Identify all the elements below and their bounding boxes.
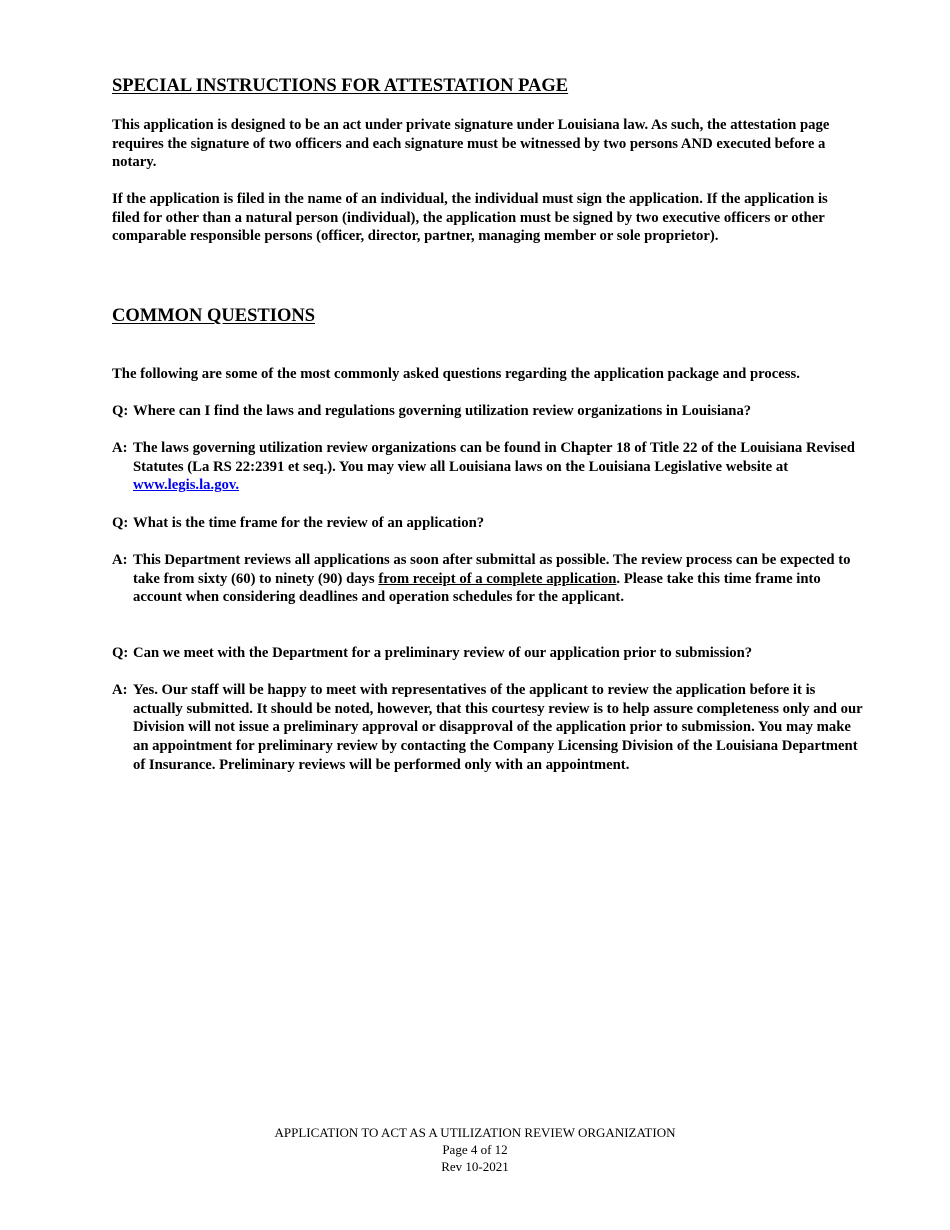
answer-2-text: This Department reviews all applications as soon after submittal as possible. The review process can be expected to take from sixty (60) to ninety (90) days — [133, 552, 851, 587]
page-footer — [0, 1124, 950, 1175]
answer-1 — [112, 439, 863, 495]
common-questions-heading: COMMON QUESTIONS — [112, 306, 316, 326]
question-prefix: Q: — [112, 645, 129, 661]
answer-2-underlined-text: from receipt of a complete application — [378, 570, 617, 587]
answer-2-text-end: . Please take this time frame into account when considering deadlines and operation schedules for the applicant. — [133, 570, 821, 606]
attestation-paragraph-2: If the application is filed in the name of an individual, the individual must sign the application. If the application is filed for other than a natural person (individual), the application must be signed by two executive officers or other comparable responsible persons (officer, director, partner, managing member or sole proprietor). — [112, 191, 828, 245]
question-prefix: Q: — [112, 403, 129, 419]
question-3-text: Can we meet with the Department for a preliminary review of our application prior to submission? — [133, 645, 753, 661]
attestation-heading: SPECIAL INSTRUCTIONS FOR ATTESTATION PAGE — [112, 76, 569, 96]
question-1 — [112, 402, 863, 421]
legislature-website-link[interactable]: www.legis.la.gov. — [133, 477, 240, 494]
answer-prefix: A: — [112, 682, 128, 698]
attestation-paragraph-1: This application is designed to be an act under private signature under Louisiana law. As such, the attestation page requires the signature of two officers and each signature must be witnessed by two persons AND executed before a notary. — [112, 117, 830, 171]
answer-2 — [112, 551, 863, 607]
answer-prefix: A: — [112, 440, 128, 456]
answer-3 — [112, 681, 863, 775]
footer-revision: Rev 10-2021 — [441, 1159, 509, 1174]
question-prefix: Q: — [112, 515, 129, 531]
answer-3-text: Yes. Our staff will be happy to meet with representatives of the applicant to review the application before it is actually submitted. It should be noted, however, that this courtesy review is to help assure completeness only and our Division will not issue a preliminary approval or disapproval of the application prior to submission. You may make an appointment for preliminary review by contacting the Company Licensing Division of the Louisiana Department of Insurance. Preliminary reviews will be performed only with an appointment. — [133, 682, 863, 773]
question-3 — [112, 644, 863, 663]
answer-prefix: A: — [112, 552, 128, 568]
answer-1-text: The laws governing utilization review organizations can be found in Chapter 18 of Title 22 of the Louisiana Revised Statutes (La RS 22:2391 et seq.). You may view all Louisiana laws on the Louisiana Legislative website at — [133, 440, 855, 475]
footer-form-title: APPLICATION TO ACT AS A UTILIZATION REVIEW ORGANIZATION — [274, 1125, 676, 1140]
footer-page-number: Page 4 of 12 — [442, 1142, 508, 1157]
question-2 — [112, 514, 863, 533]
common-questions-intro: The following are some of the most commonly asked questions regarding the application package and process. — [112, 366, 800, 382]
question-1-text: Where can I find the laws and regulations governing utilization review organizations in Louisiana? — [133, 403, 752, 419]
question-2-text: What is the time frame for the review of an application? — [133, 515, 485, 531]
